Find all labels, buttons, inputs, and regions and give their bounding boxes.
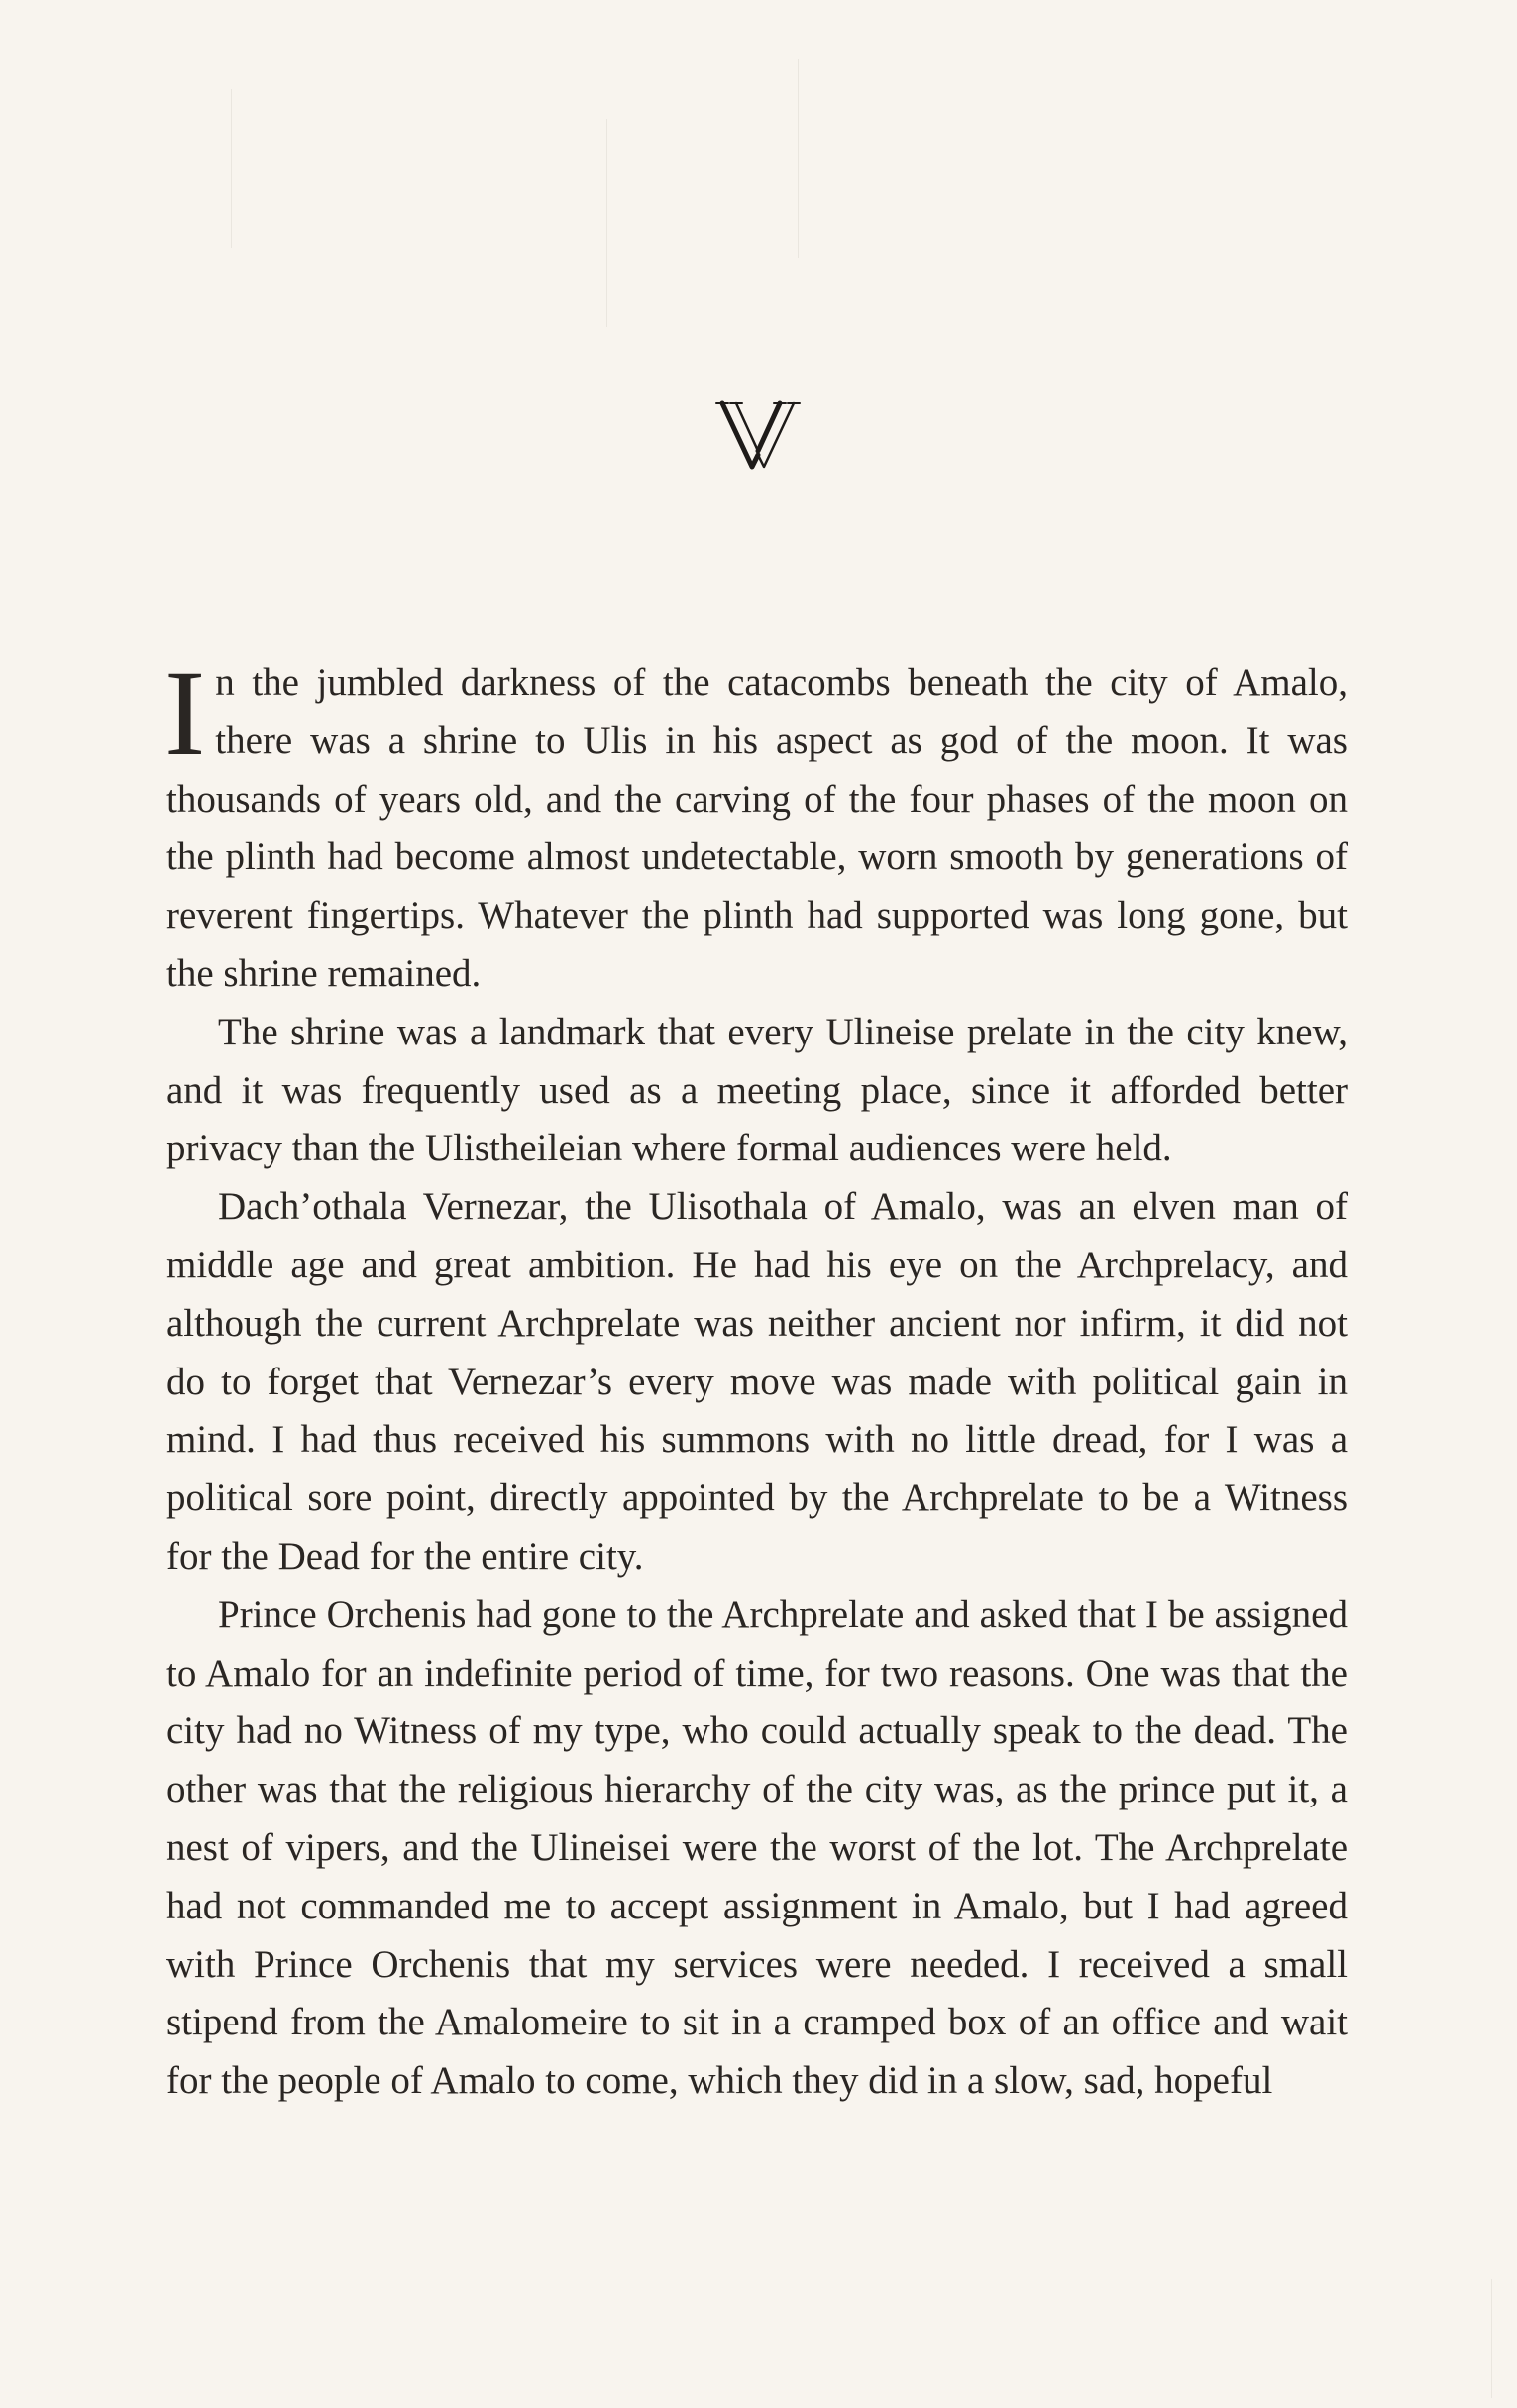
paragraph: Dach’othala Vernezar, the Ulisothala of Amalo, was an elven man of middle age and great ambition. He had his eye on the Archprelacy, and although the current Archprelate was neither ancient nor infirm, it did not do to forget that Vernezar’s every move was made with political gain in mind. I had thus received his summons with no little dread, for I was a political sore point, directly appointed by the Archprelate to be a Witness for the Dead for the entire city. [166,1185,1348,1578]
scan-streak [798,59,799,258]
paragraph: The shrine was a landmark that every Ulineise prelate in the city knew, and it was frequently used as a meeting place, since it afforded better privacy than the Ulistheileian where formal audiences were held. [166,1010,1348,1170]
scan-streak [1491,2279,1492,2398]
scan-streak [231,89,232,248]
crossed-v-ornament-icon [708,382,808,481]
drop-cap: I [164,645,206,781]
chapter-body-text [164,645,1348,2111]
scan-streak [606,119,607,327]
paragraph [164,645,1348,1004]
paragraph: Prince Orchenis had gone to the Archprelate and asked that I be assigned to Amalo for an indefinite period of time, for two reasons. One was that the city had no Witness of my type, who could actually speak to the dead. The other was that the religious hierarchy of the city was, as the prince put it, a nest of vipers, and the Ulineisei were the worst of the lot. The Archprelate had not commanded me to accept assignment in Amalo, but I had agreed with Prince Orchenis that my services were needed. I received a small stipend from the Amalomeire to sit in a cramped box of an office and wait for the people of Amalo to come, which they did in a slow, sad, hopeful [166,1592,1348,2103]
paragraph-text: n the jumbled darkness of the catacombs beneath the city of Amalo, there was a shrine to Ulis in his aspect as god of the moon. It was thousands of years old, and the carving of the four phases of the moon on the plinth had become almost undetectable, worn smooth by generations of reverent fingertips. Whatever the plinth had supported was long gone, but the shrine remained. [166,661,1348,995]
